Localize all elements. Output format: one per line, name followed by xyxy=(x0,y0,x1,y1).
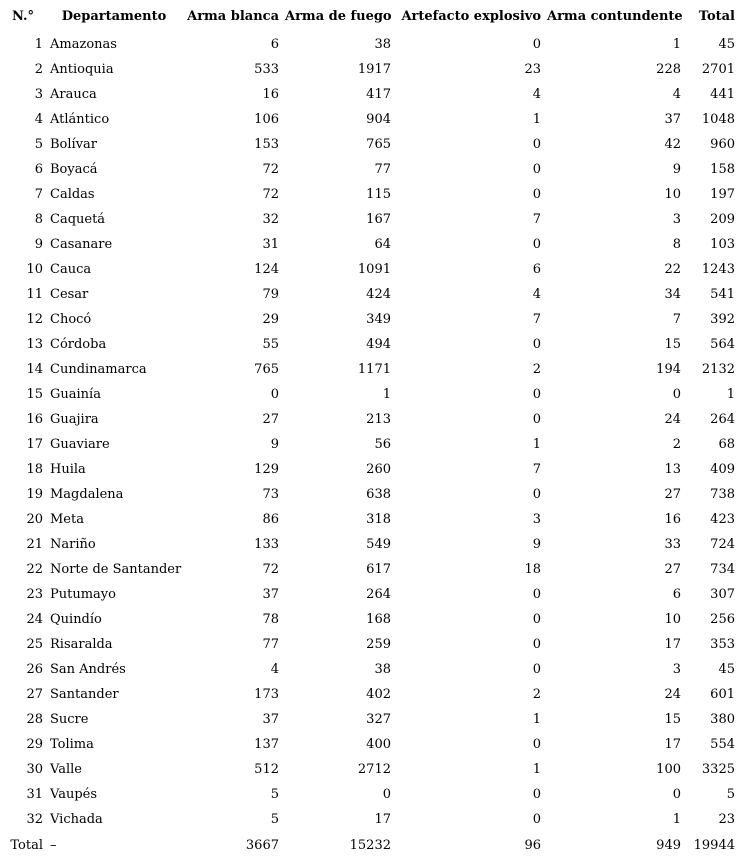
artefacto-explosivo-value: 0 xyxy=(532,487,541,502)
department-name: Guainía xyxy=(50,387,101,402)
department-name: Vichada xyxy=(50,812,103,827)
row-number: 24 xyxy=(26,612,43,627)
table-row xyxy=(0,682,738,707)
arma-contundente-value: 6 xyxy=(672,587,681,602)
row-number: 1 xyxy=(34,37,43,52)
table-row xyxy=(0,232,738,257)
total-value: 738 xyxy=(710,487,735,502)
row-number: 29 xyxy=(26,737,43,752)
total-value: 960 xyxy=(710,137,735,152)
row-number: 4 xyxy=(34,112,43,127)
arma-de-fuego-value: 1917 xyxy=(357,62,391,77)
table-row xyxy=(0,532,738,557)
arma-contundente-value: 10 xyxy=(664,612,681,627)
total-value: 2701 xyxy=(701,62,735,77)
arma-de-fuego-value: 64 xyxy=(374,237,391,252)
total-value: 1048 xyxy=(701,112,735,127)
department-name: Cauca xyxy=(50,262,92,277)
department-name: Norte de Santander xyxy=(50,562,182,577)
artefacto-explosivo-value: 7 xyxy=(532,462,541,477)
table-row xyxy=(0,32,738,57)
arma-contundente-value: 42 xyxy=(664,137,681,152)
arma-de-fuego-value: 56 xyxy=(374,437,391,452)
arma-blanca-value: 5 xyxy=(270,812,279,827)
header-arma-de-fuego: Arma de fuego xyxy=(285,8,392,24)
total-value: 3325 xyxy=(701,762,735,777)
arma-de-fuego-value: 38 xyxy=(374,37,391,52)
total-arma-contundente: 949 xyxy=(656,838,681,853)
artefacto-explosivo-value: 1 xyxy=(532,762,541,777)
department-name: Amazonas xyxy=(50,37,117,52)
department-name: Boyacá xyxy=(50,162,98,177)
arma-contundente-value: 17 xyxy=(664,737,681,752)
artefacto-explosivo-value: 23 xyxy=(524,62,541,77)
artefacto-explosivo-value: 0 xyxy=(532,612,541,627)
department-name: Santander xyxy=(50,687,119,702)
department-name: Guaviare xyxy=(50,437,110,452)
arma-blanca-value: 37 xyxy=(262,712,279,727)
arma-contundente-value: 24 xyxy=(664,687,681,702)
row-number: 6 xyxy=(34,162,43,177)
row-number: 17 xyxy=(26,437,43,452)
row-number: 16 xyxy=(26,412,43,427)
row-number: 23 xyxy=(26,587,43,602)
artefacto-explosivo-value: 6 xyxy=(532,262,541,277)
artefacto-explosivo-value: 2 xyxy=(532,362,541,377)
department-name: Huila xyxy=(50,462,86,477)
arma-de-fuego-value: 2712 xyxy=(357,762,391,777)
arma-blanca-value: 72 xyxy=(262,162,279,177)
arma-contundente-value: 15 xyxy=(664,337,681,352)
arma-contundente-value: 34 xyxy=(664,287,681,302)
artefacto-explosivo-value: 0 xyxy=(532,587,541,602)
table-row xyxy=(0,307,738,332)
department-name: San Andrés xyxy=(50,662,126,677)
table-row xyxy=(0,107,738,132)
artefacto-explosivo-value: 1 xyxy=(532,112,541,127)
arma-blanca-value: 124 xyxy=(254,262,279,277)
row-number: 10 xyxy=(26,262,43,277)
table-row xyxy=(0,257,738,282)
department-name: Arauca xyxy=(50,87,97,102)
arma-contundente-value: 0 xyxy=(672,387,681,402)
row-number: 27 xyxy=(26,687,43,702)
table-row xyxy=(0,182,738,207)
arma-contundente-value: 37 xyxy=(664,112,681,127)
total-value: 2132 xyxy=(701,362,735,377)
arma-blanca-value: 0 xyxy=(270,387,279,402)
arma-de-fuego-value: 765 xyxy=(366,137,391,152)
total-value: 264 xyxy=(710,412,735,427)
row-number: 7 xyxy=(34,187,43,202)
arma-contundente-value: 3 xyxy=(672,662,681,677)
arma-contundente-value: 17 xyxy=(664,637,681,652)
row-number: 11 xyxy=(26,287,43,302)
row-number: 30 xyxy=(26,762,43,777)
artefacto-explosivo-value: 0 xyxy=(532,662,541,677)
department-name: Antioquia xyxy=(50,62,114,77)
row-number: 19 xyxy=(26,487,43,502)
arma-de-fuego-value: 259 xyxy=(366,637,391,652)
total-value: 554 xyxy=(710,737,735,752)
total-value: 423 xyxy=(710,512,735,527)
total-row xyxy=(0,832,738,859)
arma-contundente-value: 33 xyxy=(664,537,681,552)
arma-de-fuego-value: 318 xyxy=(366,512,391,527)
total-arma-blanca: 3667 xyxy=(245,838,279,853)
total-value: 392 xyxy=(710,312,735,327)
arma-blanca-value: 78 xyxy=(262,612,279,627)
arma-contundente-value: 27 xyxy=(664,562,681,577)
arma-de-fuego-value: 424 xyxy=(366,287,391,302)
arma-de-fuego-value: 400 xyxy=(366,737,391,752)
total-total: 19944 xyxy=(693,838,735,853)
total-value: 68 xyxy=(718,437,735,452)
header-department: Departamento xyxy=(61,8,167,24)
artefacto-explosivo-value: 0 xyxy=(532,387,541,402)
artefacto-explosivo-value: 0 xyxy=(532,137,541,152)
header-artefacto-explosivo: Artefacto explosivo xyxy=(401,8,541,24)
table-row xyxy=(0,557,738,582)
department-name: Córdoba xyxy=(50,337,107,352)
arma-blanca-value: 31 xyxy=(262,237,279,252)
table-row xyxy=(0,757,738,782)
artefacto-explosivo-value: 4 xyxy=(532,87,541,102)
arma-de-fuego-value: 115 xyxy=(366,187,391,202)
department-name: Caldas xyxy=(50,187,95,202)
table-row xyxy=(0,657,738,682)
arma-contundente-value: 15 xyxy=(664,712,681,727)
arma-blanca-value: 137 xyxy=(254,737,279,752)
artefacto-explosivo-value: 0 xyxy=(532,187,541,202)
table-row xyxy=(0,507,738,532)
row-number: 8 xyxy=(34,212,43,227)
table-row xyxy=(0,132,738,157)
total-value: 197 xyxy=(710,187,735,202)
table-row xyxy=(0,707,738,732)
arma-de-fuego-value: 213 xyxy=(366,412,391,427)
table-row xyxy=(0,432,738,457)
table-row xyxy=(0,57,738,82)
arma-de-fuego-value: 638 xyxy=(366,487,391,502)
arma-blanca-value: 16 xyxy=(262,87,279,102)
table-row xyxy=(0,607,738,632)
total-value: 564 xyxy=(710,337,735,352)
row-number: 21 xyxy=(26,537,43,552)
artefacto-explosivo-value: 1 xyxy=(532,437,541,452)
artefacto-explosivo-value: 0 xyxy=(532,637,541,652)
arma-contundente-value: 194 xyxy=(656,362,681,377)
table-row xyxy=(0,582,738,607)
arma-blanca-value: 79 xyxy=(262,287,279,302)
table-row xyxy=(0,732,738,757)
department-name: Valle xyxy=(50,762,82,777)
row-number: 14 xyxy=(26,362,43,377)
department-name: Bolívar xyxy=(50,137,98,152)
row-number: 28 xyxy=(26,712,43,727)
arma-de-fuego-value: 349 xyxy=(366,312,391,327)
row-number: 2 xyxy=(34,62,43,77)
total-value: 103 xyxy=(710,237,735,252)
arma-contundente-value: 4 xyxy=(672,87,681,102)
department-name: Cesar xyxy=(50,287,89,302)
department-name: Sucre xyxy=(50,712,89,727)
arma-de-fuego-value: 904 xyxy=(366,112,391,127)
total-value: 256 xyxy=(710,612,735,627)
header-number: N.° xyxy=(11,8,35,24)
artefacto-explosivo-value: 0 xyxy=(532,737,541,752)
arma-blanca-value: 72 xyxy=(262,187,279,202)
arma-de-fuego-value: 38 xyxy=(374,662,391,677)
arma-de-fuego-value: 168 xyxy=(366,612,391,627)
header-total: Total xyxy=(698,8,735,24)
artefacto-explosivo-value: 2 xyxy=(532,687,541,702)
arma-contundente-value: 9 xyxy=(672,162,681,177)
department-name: Casanare xyxy=(50,237,113,252)
arma-blanca-value: 173 xyxy=(254,687,279,702)
arma-blanca-value: 32 xyxy=(262,212,279,227)
arma-de-fuego-value: 260 xyxy=(366,462,391,477)
artefacto-explosivo-value: 3 xyxy=(532,512,541,527)
artefacto-explosivo-value: 0 xyxy=(532,787,541,802)
artefacto-explosivo-value: 0 xyxy=(532,37,541,52)
total-value: 380 xyxy=(710,712,735,727)
arma-blanca-value: 73 xyxy=(262,487,279,502)
table-row xyxy=(0,157,738,182)
arma-contundente-value: 27 xyxy=(664,487,681,502)
artefacto-explosivo-value: 4 xyxy=(532,287,541,302)
artefacto-explosivo-value: 0 xyxy=(532,337,541,352)
row-number: 12 xyxy=(26,312,43,327)
table-row xyxy=(0,82,738,107)
row-number: 15 xyxy=(26,387,43,402)
arma-de-fuego-value: 167 xyxy=(366,212,391,227)
arma-contundente-value: 100 xyxy=(656,762,681,777)
arma-contundente-value: 1 xyxy=(672,37,681,52)
total-value: 45 xyxy=(718,37,735,52)
row-number: 5 xyxy=(34,137,43,152)
row-number: 32 xyxy=(26,812,43,827)
arma-blanca-value: 4 xyxy=(270,662,279,677)
arma-blanca-value: 533 xyxy=(254,62,279,77)
department-name: Meta xyxy=(50,512,84,527)
arma-contundente-value: 22 xyxy=(664,262,681,277)
department-name: Guajira xyxy=(50,412,99,427)
row-number: 18 xyxy=(26,462,43,477)
table-row xyxy=(0,332,738,357)
table-row xyxy=(0,632,738,657)
arma-de-fuego-value: 1171 xyxy=(357,362,391,377)
row-number: 31 xyxy=(26,787,43,802)
arma-de-fuego-value: 77 xyxy=(374,162,391,177)
total-value: 307 xyxy=(710,587,735,602)
department-name: Caquetá xyxy=(50,212,106,227)
department-name: Putumayo xyxy=(50,587,116,602)
table-row xyxy=(0,407,738,432)
arma-de-fuego-value: 417 xyxy=(366,87,391,102)
table-row xyxy=(0,382,738,407)
arma-de-fuego-value: 0 xyxy=(382,787,391,802)
arma-de-fuego-value: 264 xyxy=(366,587,391,602)
department-name: Nariño xyxy=(50,537,96,552)
department-name: Tolima xyxy=(50,737,94,752)
arma-de-fuego-value: 1 xyxy=(382,387,391,402)
total-value: 209 xyxy=(710,212,735,227)
row-number: 9 xyxy=(34,237,43,252)
arma-contundente-value: 228 xyxy=(656,62,681,77)
arma-blanca-value: 512 xyxy=(254,762,279,777)
total-label: Total xyxy=(10,838,43,853)
arma-blanca-value: 765 xyxy=(254,362,279,377)
arma-contundente-value: 2 xyxy=(672,437,681,452)
department-name: Quindío xyxy=(50,612,102,627)
arma-contundente-value: 10 xyxy=(664,187,681,202)
row-number: 26 xyxy=(26,662,43,677)
header-arma-blanca: Arma blanca xyxy=(187,8,279,24)
total-value: 1 xyxy=(726,387,735,402)
artefacto-explosivo-value: 7 xyxy=(532,212,541,227)
arma-blanca-value: 27 xyxy=(262,412,279,427)
total-value: 601 xyxy=(710,687,735,702)
artefacto-explosivo-value: 0 xyxy=(532,162,541,177)
total-value: 734 xyxy=(710,562,735,577)
total-department-cell: – xyxy=(50,838,57,853)
arma-blanca-value: 55 xyxy=(262,337,279,352)
arma-blanca-value: 5 xyxy=(270,787,279,802)
arma-contundente-value: 8 xyxy=(672,237,681,252)
arma-contundente-value: 13 xyxy=(664,462,681,477)
arma-blanca-value: 29 xyxy=(262,312,279,327)
total-value: 5 xyxy=(726,787,735,802)
artefacto-explosivo-value: 7 xyxy=(532,312,541,327)
arma-contundente-value: 1 xyxy=(672,812,681,827)
row-number: 25 xyxy=(26,637,43,652)
artefacto-explosivo-value: 0 xyxy=(532,237,541,252)
arma-blanca-value: 133 xyxy=(254,537,279,552)
arma-blanca-value: 37 xyxy=(262,587,279,602)
total-value: 45 xyxy=(718,662,735,677)
arma-contundente-value: 7 xyxy=(672,312,681,327)
total-artefacto-explosivo: 96 xyxy=(524,838,541,853)
department-name: Magdalena xyxy=(50,487,124,502)
arma-de-fuego-value: 402 xyxy=(366,687,391,702)
row-number: 20 xyxy=(26,512,43,527)
row-number: 3 xyxy=(34,87,43,102)
total-value: 1243 xyxy=(701,262,735,277)
department-name: Cundinamarca xyxy=(50,362,147,377)
arma-blanca-value: 86 xyxy=(262,512,279,527)
arma-contundente-value: 24 xyxy=(664,412,681,427)
arma-contundente-value: 16 xyxy=(664,512,681,527)
department-name: Risaralda xyxy=(50,637,113,652)
table-row xyxy=(0,357,738,382)
arma-de-fuego-value: 1091 xyxy=(357,262,391,277)
artefacto-explosivo-value: 0 xyxy=(532,412,541,427)
department-name: Vaupés xyxy=(50,787,98,802)
arma-blanca-value: 6 xyxy=(270,37,279,52)
table-row xyxy=(0,457,738,482)
arma-blanca-value: 106 xyxy=(254,112,279,127)
arma-de-fuego-value: 494 xyxy=(366,337,391,352)
header-arma-contundente: Arma contundente xyxy=(547,8,683,24)
total-value: 724 xyxy=(710,537,735,552)
arma-de-fuego-value: 617 xyxy=(366,562,391,577)
arma-de-fuego-value: 17 xyxy=(374,812,391,827)
table-row xyxy=(0,807,738,832)
row-number: 13 xyxy=(26,337,43,352)
total-value: 353 xyxy=(710,637,735,652)
arma-contundente-value: 3 xyxy=(672,212,681,227)
arma-contundente-value: 0 xyxy=(672,787,681,802)
total-value: 541 xyxy=(710,287,735,302)
total-arma-de-fuego: 15232 xyxy=(349,838,391,853)
total-value: 409 xyxy=(710,462,735,477)
artefacto-explosivo-value: 18 xyxy=(524,562,541,577)
arma-blanca-value: 153 xyxy=(254,137,279,152)
arma-de-fuego-value: 549 xyxy=(366,537,391,552)
header-row xyxy=(0,0,738,32)
total-value: 23 xyxy=(718,812,735,827)
arma-blanca-value: 9 xyxy=(270,437,279,452)
artefacto-explosivo-value: 0 xyxy=(532,812,541,827)
department-name: Chocó xyxy=(50,312,92,327)
arma-blanca-value: 129 xyxy=(254,462,279,477)
department-name: Atlántico xyxy=(50,112,110,127)
arma-de-fuego-value: 327 xyxy=(366,712,391,727)
artefacto-explosivo-value: 1 xyxy=(532,712,541,727)
total-value: 441 xyxy=(710,87,735,102)
arma-blanca-value: 72 xyxy=(262,562,279,577)
total-value: 158 xyxy=(710,162,735,177)
table-row xyxy=(0,782,738,807)
table-row xyxy=(0,282,738,307)
table-row xyxy=(0,482,738,507)
row-number: 22 xyxy=(26,562,43,577)
table-row xyxy=(0,207,738,232)
arma-blanca-value: 77 xyxy=(262,637,279,652)
artefacto-explosivo-value: 9 xyxy=(532,537,541,552)
